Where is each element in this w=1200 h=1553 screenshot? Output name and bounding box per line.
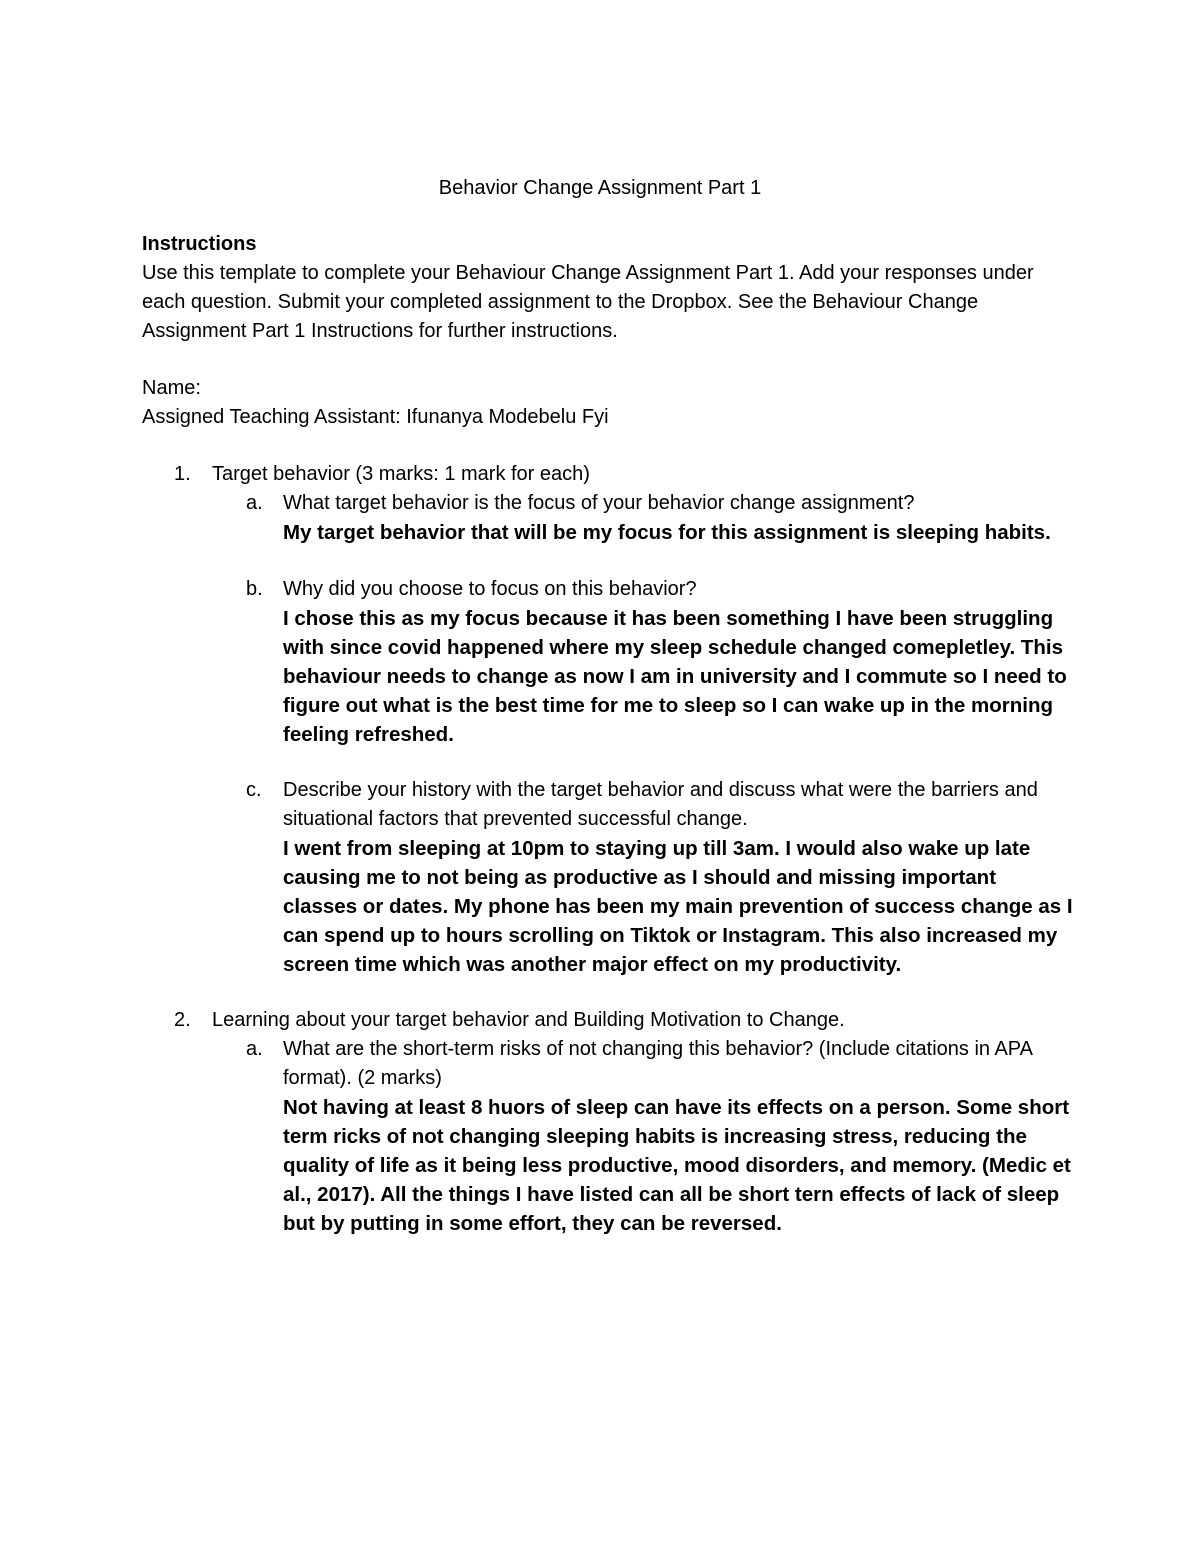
question-part xyxy=(283,776,1073,979)
answer-text: I went from sleeping at 10pm to staying up till 3am. I would also wake up late causing me to not being as productive as I should and missing important classes or dates. My phone has been my main prevention of success change as I can spend up to hours scrolling on Tiktok or Instagram. This also increased my screen time which was another major effect on my productivity. xyxy=(283,837,1073,976)
document-title: Behavior Change Assignment Part 1 xyxy=(438,177,762,199)
answer-text: I chose this as my focus because it has been something I have been struggling with since covid happened where my sleep schedule changed comepletley. This behaviour needs to change as now I am in university and I commute so I need to figure out what is the best time for me to sleep so I can wake up in the morning feeling refreshed. xyxy=(283,607,1067,746)
question-text: Target behavior (3 marks: 1 mark for each) xyxy=(212,463,590,485)
question-part xyxy=(283,489,1073,547)
question-part xyxy=(283,1035,1073,1238)
question-prompt: What are the short-term risks of not changing this behavior? (Include citations in APA format). (2 marks) xyxy=(283,1038,1032,1089)
name-label: Name: xyxy=(142,377,201,399)
instructions-section xyxy=(142,230,1072,346)
question-part xyxy=(283,575,1073,749)
question-prompt: Why did you choose to focus on this behavior? xyxy=(283,578,697,600)
question-prompt: What target behavior is the focus of your behavior change assignment? xyxy=(283,492,915,514)
question-text: Learning about your target behavior and Building Motivation to Change. xyxy=(212,1009,845,1031)
question-prompt: Describe your history with the target behavior and discuss what were the barriers and situational factors that prevented successful change. xyxy=(283,779,1038,830)
answer-text: My target behavior that will be my focus for this assignment is sleeping habits. xyxy=(283,521,1051,544)
name-field xyxy=(142,374,1072,432)
answer-text: Not having at least 8 huors of sleep can have its effects on a person. Some short term ricks of not changing sleeping habits is increasing stress, reducing the quality of life as it being less productive, mood disorders, and memory. (Medic et al., 2017). All the things I have listed can all be short tern effects of lack of sleep but by putting in some effort, they can be reversed. xyxy=(283,1096,1071,1235)
teaching-assistant-label: Assigned Teaching Assistant: Ifunanya Modebelu Fyi xyxy=(142,406,609,428)
question-part-letter: a. xyxy=(246,1038,263,1060)
question-number: 1. xyxy=(174,463,191,485)
question-part-letter: a. xyxy=(246,492,263,514)
instructions-body: Use this template to complete your Behaviour Change Assignment Part 1. Add your responses under each question. Submit your completed assignment to the Dropbox. See the Behaviour Change Assignment Part 1 Instructions for further instructions. xyxy=(142,262,1034,342)
question-number: 2. xyxy=(174,1009,191,1031)
question-part-letter: b. xyxy=(246,578,263,600)
instructions-heading: Instructions xyxy=(142,233,257,255)
question-part-letter: c. xyxy=(246,779,262,801)
